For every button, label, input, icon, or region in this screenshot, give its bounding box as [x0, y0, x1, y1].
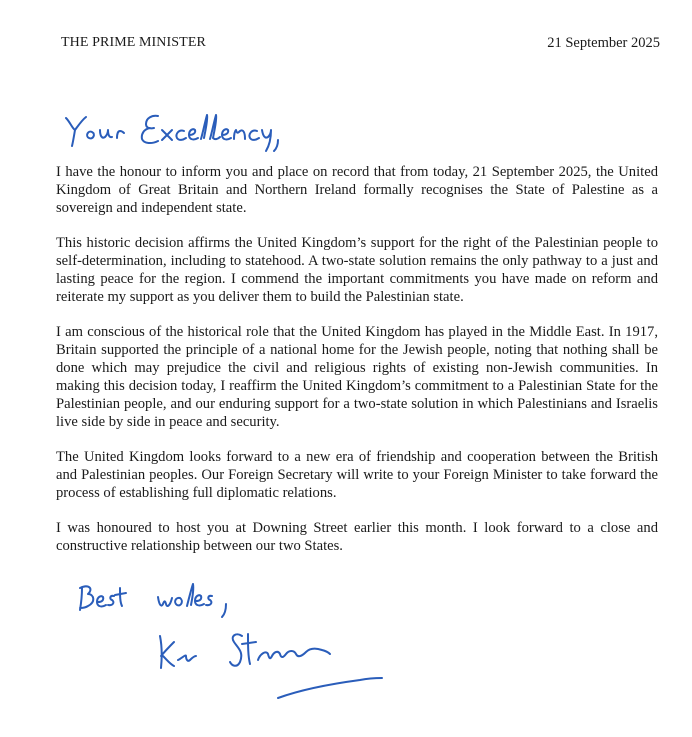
paragraph-4: The United Kingdom looks forward to a new era of friendship and cooperation between the British and Palestinian peoples. Our Foreign Secretary will write to your Foreign Minister to take forward the process of establishing full diplomatic relations.: [56, 449, 658, 501]
handwritten-signature: [150, 620, 400, 710]
paragraph-1: I have the honour to inform you and place on record that from today, 21 September 2025, the United Kingdom of Great Britain and Northern Ireland formally recognises the State of Palestine as a sovereign and independent state.: [56, 164, 658, 216]
handwritten-salutation: [62, 106, 322, 158]
paragraph-5: I was honoured to host you at Downing Street earlier this month. I look forward to a close and constructive relationship between our two States.: [56, 520, 658, 554]
paragraph-3: I am conscious of the historical role that the United Kingdom has played in the Middle East. In 1917, Britain supported the principle of a national home for the Jewish people, noting that nothing shall be done which may prejudice the civil and religious rights of existing non-Jewish communities. In making this decision today, I reaffirm the United Kingdom’s commitment to a Palestinian State for the Palestinian people, and our enduring support for a two-state solution in which Palestinians and Israelis live side by side in peace and security.: [56, 324, 658, 430]
paragraph-2: This historic decision affirms the United Kingdom’s support for the right of the Palestinian people to self-determination, including to statehood. A two-state solution remains the only pathway to a just and lasting peace for the region. I commend the important commitments you have made on reform and reiterate my support as you deliver them to build the Palestinian state.: [56, 235, 658, 305]
letterhead-office: THE PRIME MINISTER: [61, 35, 206, 50]
letter-date: 21 September 2025: [547, 35, 660, 51]
letter-body: [56, 163, 658, 572]
